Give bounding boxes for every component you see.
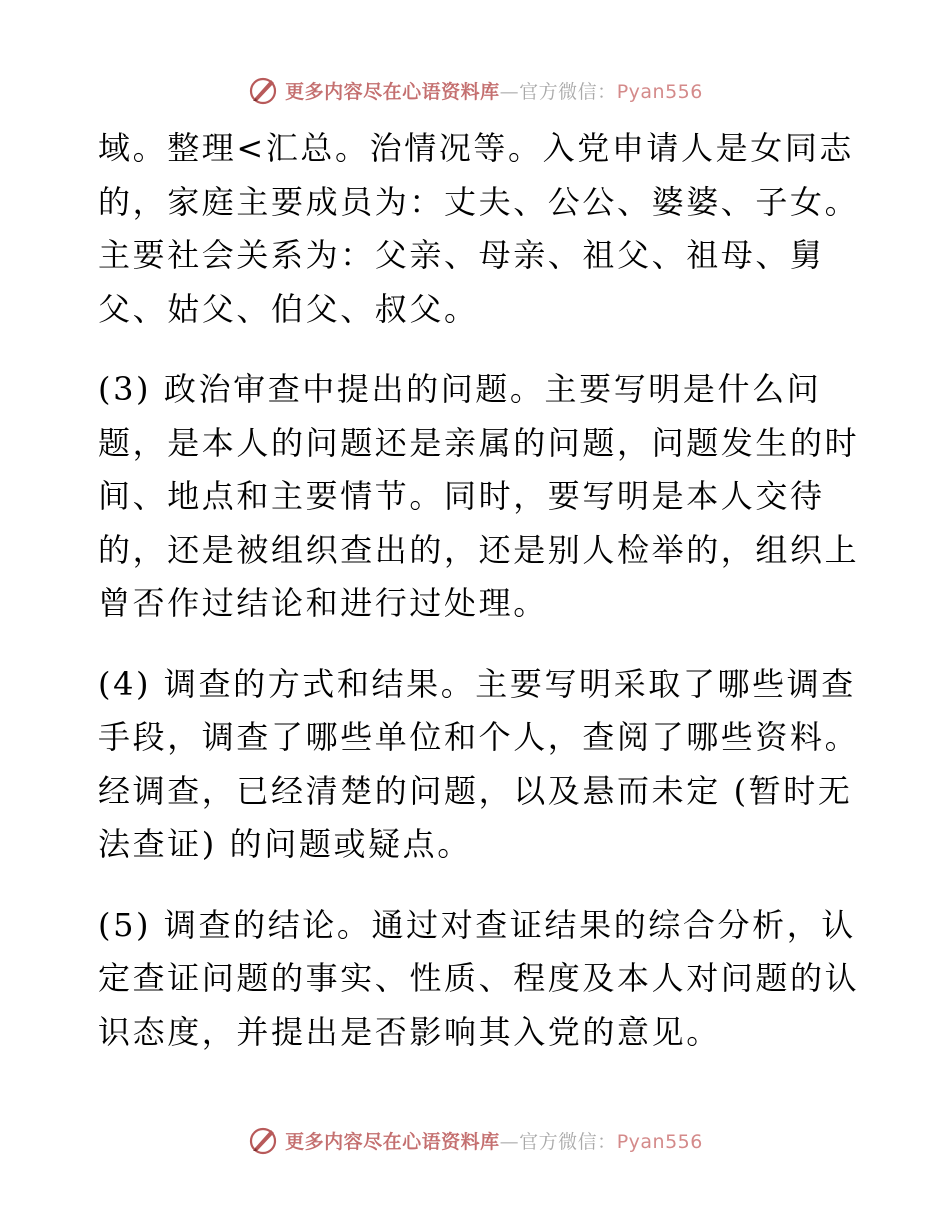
text-line: 主要社会关系为：父亲、母亲、祖父、祖母、舅: [98, 236, 825, 274]
watermark-wechat-id: Pyan556: [616, 80, 703, 103]
watermark-middle: 官方微信: [519, 80, 598, 103]
document-body: [98, 122, 858, 1059]
watermark-dash: —: [499, 80, 520, 103]
paragraph-spacer: [98, 631, 858, 658]
watermark-middle: 官方微信: [519, 1130, 598, 1153]
paragraph-family-relations: [98, 122, 858, 336]
watermark-lead: 更多内容尽在心语资料库: [285, 80, 500, 103]
footer-watermark-banner: [0, 1120, 950, 1160]
text-line: 定查证问题的事实、性质、程度及本人对问题的认: [98, 959, 860, 997]
paragraph-spacer: [98, 872, 858, 899]
text-line: 域。整理<汇总。治情况等。入党申请人是女同志: [98, 129, 855, 167]
text-line: (4) 调查的方式和结果。主要写明采取了哪些调查: [98, 664, 856, 703]
text-line: 的，家庭主要成员为：丈夫、公公、婆婆、子女。: [98, 182, 860, 221]
watermark-dash: —: [499, 1130, 520, 1153]
watermark-colon: ：: [597, 1130, 617, 1153]
watermark-lead: 更多内容尽在心语资料库: [285, 1130, 500, 1153]
text-line: 曾否作过结论和进行过处理。: [98, 584, 548, 622]
quill-pen-logo-icon: [247, 1124, 279, 1156]
quill-pen-logo-icon: [247, 74, 279, 106]
text-line: 识态度，并提出是否影响其入党的意见。: [98, 1012, 721, 1051]
text-line: (3) 政治审查中提出的问题。主要写明是什么问: [98, 370, 822, 408]
text-line: (5) 调查的结论。通过对查证结果的综合分析，认: [98, 905, 856, 944]
watermark-colon: ：: [597, 80, 617, 103]
text-line: 题，是本人的问题还是亲属的问题，问题发生的时: [98, 423, 860, 462]
text-line: 法查证) 的问题或疑点。: [98, 825, 472, 863]
text-line: 的，还是被组织查出的，还是别人检举的，组织上: [98, 530, 860, 569]
watermark-text: [285, 1127, 703, 1154]
header-watermark-banner: [0, 70, 950, 110]
paragraph-political-review: [98, 363, 858, 631]
text-line: 手段，调查了哪些单位和个人，查阅了哪些资料。: [98, 718, 860, 756]
watermark-text: [285, 77, 703, 104]
text-line: 父、姑父、伯父、叔父。: [98, 289, 479, 328]
watermark-wechat-id: Pyan556: [616, 1130, 703, 1153]
text-line: 间、地点和主要情节。同时，要写明是本人交待: [98, 477, 825, 515]
text-line: 经调查，已经清楚的问题，以及悬而未定 (暂时无: [98, 771, 853, 810]
paragraph-investigation-method: [98, 658, 858, 872]
paragraph-investigation-conclusion: [98, 899, 858, 1060]
paragraph-spacer: [98, 336, 858, 363]
